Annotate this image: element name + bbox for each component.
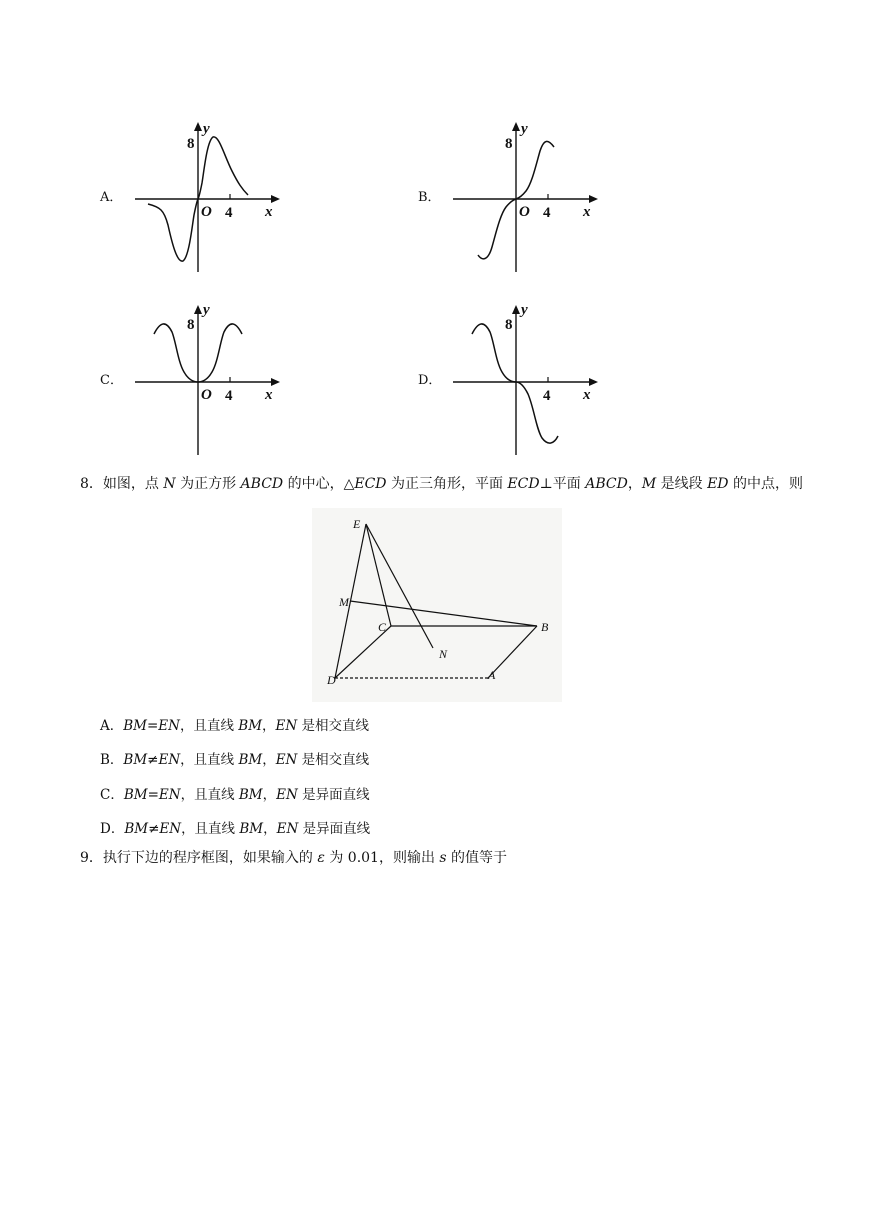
x-axis-name: x bbox=[583, 387, 591, 403]
q8-stem: 8．如图，点 N 为正方形 ABCD 的中心，△ECD 为正三角形，平面 ECD⊥平面 ABCD，M 是线段 ED 的中点，则 bbox=[80, 476, 803, 492]
label-N: N bbox=[439, 647, 448, 661]
option-a-label: A． bbox=[100, 190, 123, 205]
y-tick-label: 8 bbox=[505, 136, 513, 152]
answer-c[interactable]: C．BM=EN，且直线 BM，EN 是异面直线 bbox=[100, 787, 370, 803]
y-tick-label: 8 bbox=[505, 317, 513, 333]
y-axis-name: y bbox=[521, 302, 528, 318]
y-axis-name: y bbox=[203, 121, 210, 137]
origin-label: O bbox=[201, 204, 212, 220]
x-axis-arrow bbox=[589, 378, 598, 386]
option-a-graph bbox=[130, 115, 290, 275]
label-M: M bbox=[339, 595, 349, 609]
label-E: E bbox=[353, 517, 361, 531]
q9-stem: 9．执行下边的程序框图，如果输入的 ε 为 0.01，则输出 s 的值等于 bbox=[80, 850, 508, 866]
label-C: C bbox=[378, 620, 387, 634]
y-axis-arrow bbox=[194, 305, 202, 314]
curve-d bbox=[472, 324, 558, 443]
answer-a[interactable]: A．BM=EN，且直线 BM，EN 是相交直线 bbox=[100, 718, 369, 734]
answer-d[interactable]: D．BM≠EN，且直线 BM，EN 是异面直线 bbox=[100, 821, 371, 837]
origin-label: O bbox=[519, 204, 530, 220]
x-axis-name: x bbox=[583, 204, 591, 220]
option-b-graph bbox=[448, 115, 608, 275]
question-number: 9． bbox=[80, 850, 103, 866]
x-tick-label: 4 bbox=[225, 388, 233, 404]
y-axis-arrow bbox=[512, 122, 520, 131]
y-axis-arrow bbox=[512, 305, 520, 314]
label-B: B bbox=[541, 620, 549, 634]
option-c-label: C． bbox=[100, 373, 123, 388]
x-tick-label: 4 bbox=[543, 205, 551, 221]
answer-b[interactable]: B．BM≠EN，且直线 BM，EN 是相交直线 bbox=[100, 752, 370, 768]
label-D: D bbox=[327, 673, 336, 687]
y-axis-arrow bbox=[194, 122, 202, 131]
y-axis-name: y bbox=[203, 302, 210, 318]
option-c-graph bbox=[130, 298, 290, 458]
label-A: A bbox=[488, 668, 496, 682]
x-axis-arrow bbox=[271, 195, 280, 203]
y-axis-name: y bbox=[521, 121, 528, 137]
x-tick-label: 4 bbox=[225, 205, 233, 221]
y-tick-label: 8 bbox=[187, 136, 195, 152]
x-axis-name: x bbox=[265, 387, 273, 403]
x-axis-name: x bbox=[265, 204, 273, 220]
x-tick-label: 4 bbox=[543, 388, 551, 404]
x-axis-arrow bbox=[589, 195, 598, 203]
origin-label: O bbox=[201, 387, 212, 403]
option-d-label: D． bbox=[418, 373, 442, 388]
question-number: 8． bbox=[80, 476, 103, 492]
x-axis-arrow bbox=[271, 378, 280, 386]
q8-figure bbox=[312, 508, 562, 702]
option-d-graph bbox=[448, 298, 608, 458]
y-tick-label: 8 bbox=[187, 317, 195, 333]
option-b-label: B． bbox=[418, 190, 441, 205]
